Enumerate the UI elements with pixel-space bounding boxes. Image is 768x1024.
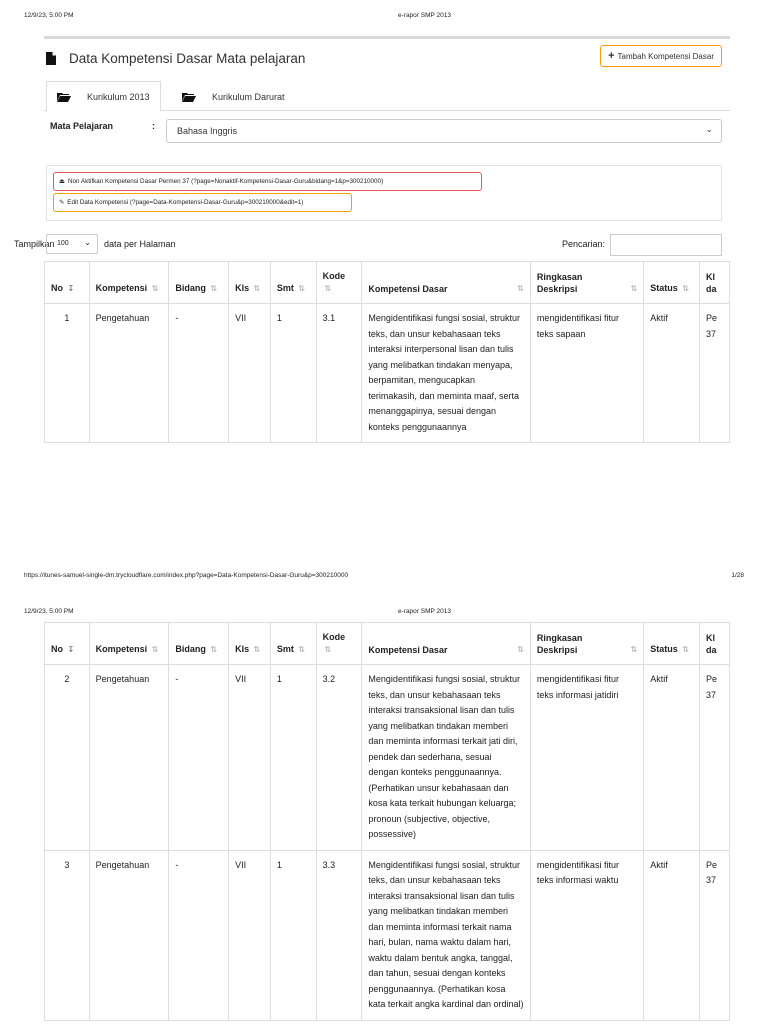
per-page-label: data per Halaman: [104, 239, 176, 249]
curriculum-tabs: [44, 81, 730, 111]
cell-no: 3: [45, 850, 90, 1020]
print-url: https://itunes-samuel-single-dm.trycloudflare.com/index.php?page=Data-Kompetensi-Dasar-Guru&p=300210000: [24, 572, 349, 579]
cell-no: 1: [45, 304, 90, 443]
sort-icon: ⇅: [210, 645, 218, 654]
deactivate-kd-button[interactable]: [53, 172, 482, 191]
tab-label: Kurikulum 2013: [87, 91, 150, 102]
column-header-last[interactable]: Kl da: [700, 623, 730, 665]
column-header-kompetensi-dasar[interactable]: Kompetensi Dasar ⇅: [362, 623, 530, 665]
search-input[interactable]: [610, 234, 722, 256]
kd-table-page-1: [44, 261, 730, 443]
cell-kls: VII: [229, 665, 271, 851]
page-size-select[interactable]: [46, 234, 98, 254]
column-header-bidang[interactable]: Bidang ⇅: [169, 262, 229, 304]
cell-smt: 1: [270, 850, 316, 1020]
page-title: Data Kompetensi Dasar Mata pelajaran: [69, 51, 306, 66]
cell-kompetensi: Pengetahuan: [89, 304, 169, 443]
edit-kompetensi-label: Edit Data Kompetensi (?page=Data-Kompetensi-Dasar-Guru&p=300210000&edit=1): [67, 199, 304, 206]
sort-asc-icon: ↧: [67, 284, 75, 293]
sort-icon: ⇅: [517, 645, 524, 654]
sort-icon: ⇅: [253, 284, 261, 293]
column-header-status[interactable]: Status ⇅: [644, 262, 700, 304]
sort-icon: ⇅: [151, 284, 159, 293]
cell-kompetensi: Pengetahuan: [89, 850, 169, 1020]
search-label: Pencarian:: [562, 239, 606, 249]
folder-open-icon: [182, 92, 196, 102]
cell-smt: 1: [270, 665, 316, 851]
page-2-content: [44, 622, 730, 1024]
sort-icon: ⇅: [630, 645, 638, 654]
tab-kurikulum-2013[interactable]: [46, 81, 161, 112]
chevron-down-icon: ⌄: [705, 124, 713, 134]
cell-kls: VII: [229, 850, 271, 1020]
eject-icon: ⏏: [59, 178, 65, 185]
table-row: [45, 850, 730, 1020]
sort-asc-icon: ↧: [67, 645, 75, 654]
column-header-no[interactable]: No ↧: [45, 623, 90, 665]
cell-bidang: -: [169, 304, 229, 443]
mata-pelajaran-label: Mata Pelajaran: [50, 121, 114, 131]
sort-icon: ⇅: [324, 284, 332, 293]
cell-status: Aktif: [644, 850, 700, 1020]
cell-bidang: -: [169, 665, 229, 851]
cell-kode: 3.3: [316, 850, 362, 1020]
column-header-ringkasan[interactable]: Ringkasan Deskripsi ⇅: [530, 623, 643, 665]
sort-icon: ⇅: [630, 284, 638, 293]
cell-kompetensi-dasar: Mengidentifikasi fungsi sosial, struktur teks, dan unsur kebahasaan teks interaksi transaksional lisan dan tulis yang melibatkan tindakan memberi dan meminta informasi terkait jati diri, pendek dan sederhana, sesuai dengan konteks penggunaannya. (Perhatikan unsur kebahasaan dan kosa kata terkait hubungan keluarga; pronoun (subjective, objective, possessive): [362, 665, 530, 851]
column-header-smt[interactable]: Smt ⇅: [270, 623, 316, 665]
column-header-kls[interactable]: Kls ⇅: [229, 623, 271, 665]
column-header-bidang[interactable]: Bidang ⇅: [169, 623, 229, 665]
sort-icon: ⇅: [151, 645, 159, 654]
panel-header: [44, 39, 730, 79]
cell-ringkasan: mengidentifikasi fitur teks informasi waktu: [530, 850, 643, 1020]
cell-last: Pe 37: [700, 304, 730, 443]
cell-last: Pe 37: [700, 665, 730, 851]
plus-icon: +: [608, 49, 615, 62]
kd-table-page-2: [44, 622, 730, 1021]
cell-bidang: -: [169, 850, 229, 1020]
sort-icon: ⇅: [324, 645, 332, 654]
sort-icon: ⇅: [253, 645, 261, 654]
cell-ringkasan: mengidentifikasi fitur teks informasi jatidiri: [530, 665, 643, 851]
column-header-kompetensi[interactable]: Kompetensi ⇅: [89, 262, 169, 304]
print-title: e-rapor SMP 2013: [398, 608, 451, 615]
page-1-content: [14, 36, 730, 568]
folder-open-icon: [57, 92, 71, 102]
column-header-kode[interactable]: Kode ⇅: [316, 623, 362, 665]
cell-last: Pe 37: [700, 850, 730, 1020]
column-header-last[interactable]: Kl da: [700, 262, 730, 304]
table-row: [45, 665, 730, 851]
mata-pelajaran-select[interactable]: [166, 119, 722, 143]
cell-kls: VII: [229, 304, 271, 443]
cell-smt: 1: [270, 304, 316, 443]
table-row: [45, 304, 730, 443]
print-title: e-rapor SMP 2013: [398, 12, 451, 19]
cell-status: Aktif: [644, 304, 700, 443]
sort-icon: ⇅: [210, 284, 218, 293]
sort-icon: ⇅: [682, 284, 690, 293]
edit-kompetensi-button[interactable]: [53, 193, 352, 212]
table-controls: [14, 226, 730, 266]
cell-kode: 3.2: [316, 665, 362, 851]
sort-icon: ⇅: [682, 645, 690, 654]
add-kompetensi-button[interactable]: [600, 45, 722, 67]
mata-pelajaran-value: Bahasa Inggris: [177, 126, 238, 136]
tab-label: Kurikulum Darurat: [212, 91, 285, 102]
colon: :: [152, 121, 155, 131]
sort-icon: ⇅: [298, 645, 306, 654]
add-kompetensi-label: Tambah Kompetensi Dasar: [617, 51, 714, 61]
print-date: 12/9/23, 5:00 PM: [24, 12, 74, 19]
sort-icon: ⇅: [517, 284, 524, 293]
column-header-kode[interactable]: Kode ⇅: [316, 262, 362, 304]
column-header-kompetensi[interactable]: Kompetensi ⇅: [89, 623, 169, 665]
print-page-number: 1/28: [731, 572, 744, 579]
file-icon: [46, 52, 56, 65]
cell-no: 2: [45, 665, 90, 851]
cell-status: Aktif: [644, 665, 700, 851]
column-header-smt[interactable]: Smt ⇅: [270, 262, 316, 304]
column-header-no[interactable]: No ↧: [45, 262, 90, 304]
chevron-down-icon: ⌄: [84, 238, 91, 247]
cell-kompetensi-dasar: Mengidentifikasi fungsi sosial, struktur teks, dan unsur kebahasaan teks interaksi interpersonal lisan dan tulis yang melibatkan tindakan menyapa, berpamitan, mengucapkan terimakasih, dan meminta maaf, serta menanggapinya, sesuai dengan konteks penggunaannya: [362, 304, 530, 443]
cell-kompetensi-dasar: Mengidentifikasi fungsi sosial, struktur teks, dan unsur kebahasaan teks interaksi transaksional lisan dan tulis yang melibatkan tindakan memberi dan meminta informasi terkait nama hari, bulan, nama waktu dalam hari, waktu dalam bentuk angka, tanggal, dan tahun, sesuai dengan konteks penggunaannya. (Perhatikan kosa kata terkait angka kardinal dan ordinal): [362, 850, 530, 1020]
cell-kode: 3.1: [316, 304, 362, 443]
cell-ringkasan: mengidentifikasi fitur teks sapaan: [530, 304, 643, 443]
show-label: Tampilkan: [14, 239, 55, 249]
edit-icon: ✎: [59, 199, 65, 206]
deactivate-kd-label: Non Aktifkan Kompetensi Dasar Permen 37 (?page=Nonaktif-Kompetensi-Dasar-Guru&bidang=1&p=300210000): [67, 178, 384, 185]
action-buttons-box: [46, 165, 722, 221]
print-date: 12/9/23, 5:00 PM: [24, 608, 74, 615]
page-size-value: 100: [57, 240, 69, 247]
sort-icon: ⇅: [298, 284, 306, 293]
column-header-kompetensi-dasar[interactable]: Kompetensi Dasar ⇅: [362, 262, 530, 304]
column-header-status[interactable]: Status ⇅: [644, 623, 700, 665]
cell-kompetensi: Pengetahuan: [89, 665, 169, 851]
mata-pelajaran-row: [44, 111, 730, 151]
column-header-kls[interactable]: Kls ⇅: [229, 262, 271, 304]
tab-kurikulum-darurat[interactable]: [172, 81, 295, 112]
column-header-ringkasan[interactable]: Ringkasan Deskripsi ⇅: [530, 262, 643, 304]
